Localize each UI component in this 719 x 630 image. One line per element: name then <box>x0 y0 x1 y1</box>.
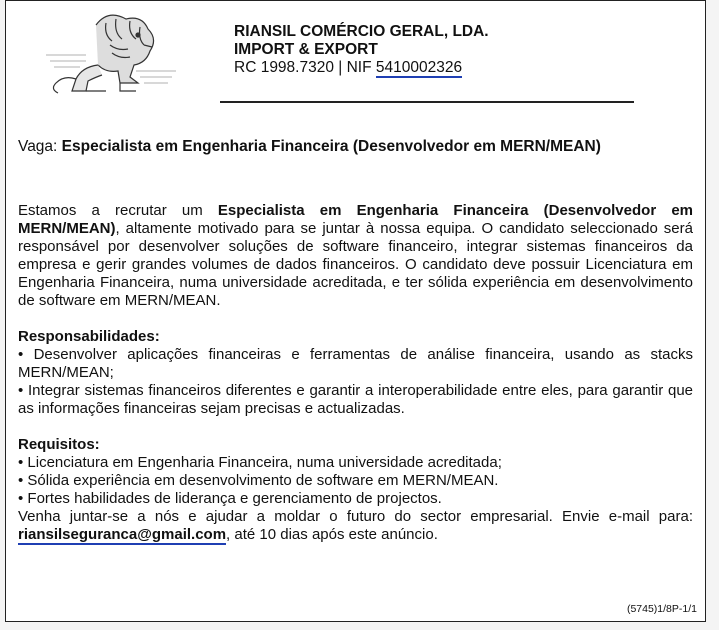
nif-link[interactable]: 5410002326 <box>375 59 463 76</box>
requirements-title: Requisitos: <box>18 436 100 453</box>
responsibilities-title: Responsabilidades: <box>18 328 160 345</box>
job-advertisement <box>5 0 706 622</box>
company-info <box>234 23 489 77</box>
intro-text-1: Estamos a recrutar um <box>18 202 218 219</box>
ad-body <box>18 202 693 544</box>
closing-paragraph <box>18 508 693 544</box>
requirement-item: • Sólida experiência em desenvolvimento de software em MERN/MEAN. <box>18 472 499 489</box>
closing-after: , até 10 dias após este anúncio. <box>226 526 438 543</box>
company-name: RIANSIL COMÉRCIO GERAL, LDA. <box>234 23 489 40</box>
closing-text: Venha juntar-se a nós e ajudar a moldar o futuro do sector empresarial. Envie e-mail para: <box>18 508 693 525</box>
intro-bold: Especialista em Engenharia Financeira (Desenvolvedor em MERN/MEAN) <box>18 202 693 237</box>
job-title: Especialista em Engenharia Financeira (Desenvolvedor em MERN/MEAN) <box>61 138 601 155</box>
job-label: Vaga: <box>18 138 62 155</box>
company-registry <box>234 59 489 77</box>
intro-paragraph <box>18 202 693 310</box>
reference-code: (5745)1/8P-1/1 <box>626 603 697 615</box>
requirement-item: • Licenciatura em Engenharia Financeira, numa universidade acreditada; <box>18 454 502 471</box>
ad-header <box>6 1 705 105</box>
header-divider <box>220 101 634 103</box>
responsibility-item: • Desenvolver aplicações financeiras e ferramentas de análise financeira, usando as stacks MERN/MEAN; <box>18 346 693 381</box>
email-link[interactable]: riansilseguranca@gmail.com <box>18 526 227 543</box>
registry-text: RC 1998.7320 | NIF <box>234 59 376 76</box>
job-title-line <box>18 138 601 156</box>
requirement-item: • Fortes habilidades de liderança e gerenciamento de projectos. <box>18 490 442 507</box>
lion-logo-icon <box>46 5 176 101</box>
company-activity: IMPORT & EXPORT <box>234 41 378 58</box>
intro-text-2: , altamente motivado para se juntar à nossa equipa. O candidato seleccionado será responsável por desenvolver soluções de software financeiro, integrar sistemas financeiros da empresa e gerir grandes volumes de dados financeiros. O candidato deve possuir Licenciatura em Engenharia Financeira, numa universidade acreditada, e ter sólida experiência em desenvolvimento de software em MERN/MEAN. <box>18 220 693 309</box>
responsibility-item: • Integrar sistemas financeiros diferentes e garantir a interoperabilidade entre eles, para garantir que as informações financeiras sejam precisas e actualizadas. <box>18 382 693 417</box>
